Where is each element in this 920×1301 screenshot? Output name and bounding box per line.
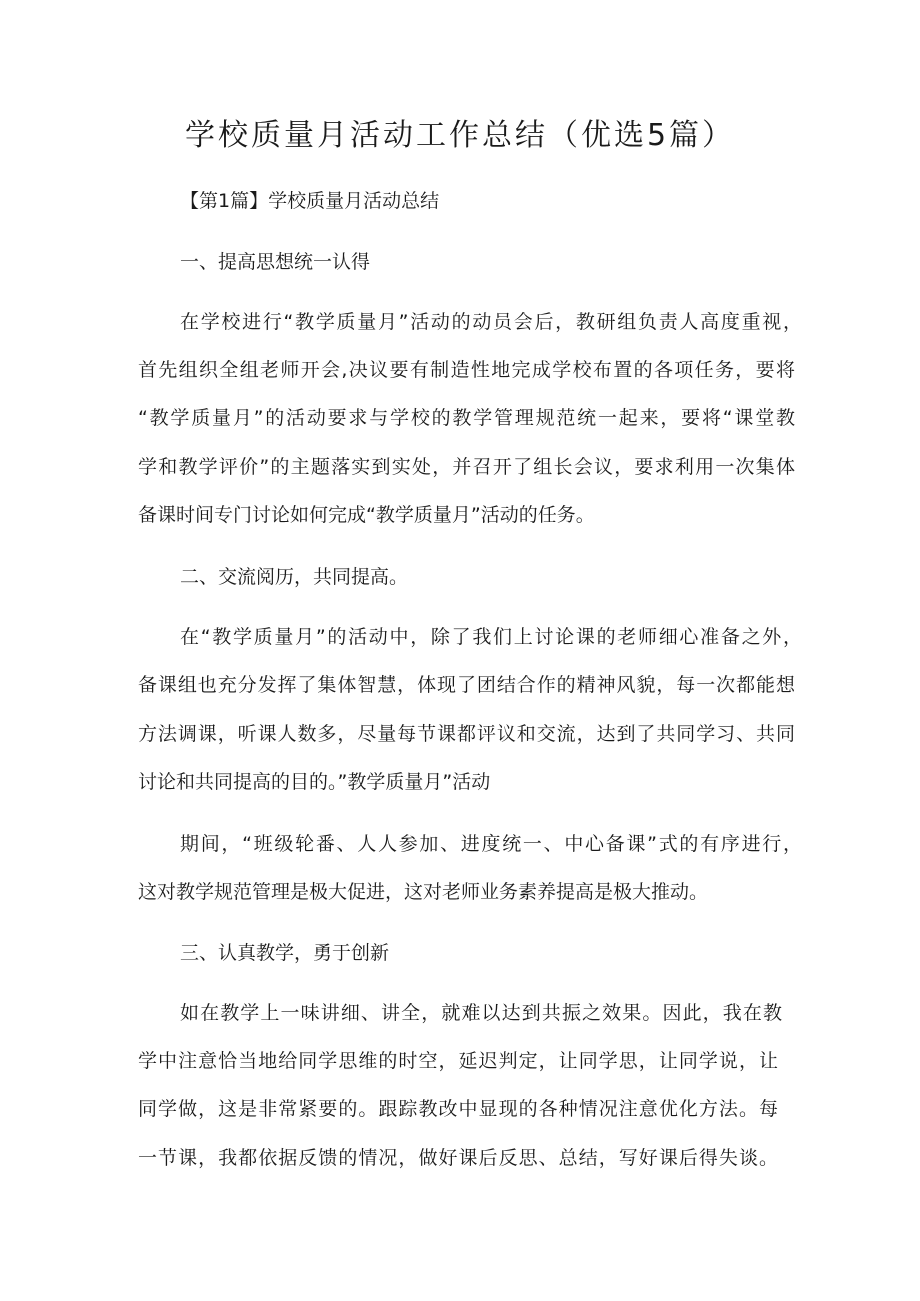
paragraph-line: 如在教学上一味讲细、讲全，就难以达到共振之效果。因此，我在教 bbox=[180, 1002, 782, 1024]
document-title: 学校质量月活动工作总结（优选5篇） bbox=[184, 118, 736, 153]
heading-3: 三、认真教学，勇于创新 bbox=[180, 942, 390, 964]
paragraph-line: 首先组织全组老师开会,决议要有制造性地完成学校布置的各项任务，要将 bbox=[138, 359, 795, 381]
section-heading: 【第1篇】学校质量月活动总结 bbox=[180, 190, 440, 212]
paragraph-line: 备课时间专门讨论如何完成“教学质量月”活动的任务。 bbox=[138, 504, 595, 526]
paragraph-line: 备课组也充分发挥了集体智慧，体现了团结合作的精神风貌，每一次都能想 bbox=[138, 674, 795, 696]
paragraph-line: 讨论和共同提高的目的。”教学质量月”活动 bbox=[138, 771, 491, 793]
paragraph-line: “教学质量月”的活动要求与学校的教学管理规范统一起来，要将“课堂教 bbox=[138, 407, 795, 429]
heading-1: 一、提高思想统一认得 bbox=[180, 251, 371, 273]
paragraph-line: 方法调课，听课人数多，尽量每节课都评议和交流，达到了共同学习、共同 bbox=[138, 723, 795, 745]
paragraph-line: 期间，“班级轮番、人人参加、进度统一、中心备课”式的有序进行， bbox=[180, 833, 802, 855]
heading-2: 二、交流阅历，共同提高。 bbox=[180, 566, 409, 588]
paragraph-line: 同学做，这是非常紧要的。跟踪教改中显现的各种情况注意优化方法。每 bbox=[138, 1098, 778, 1120]
paragraph-line: 学中注意恰当地给同学思维的时空，延迟判定，让同学思，让同学说，让 bbox=[138, 1050, 778, 1072]
paragraph-line: 在“教学质量月”的活动中，除了我们上讨论课的老师细心准备之外， bbox=[180, 626, 802, 648]
paragraph-line: 在学校进行“教学质量月”活动的动员会后，教研组负责人高度重视， bbox=[180, 311, 802, 333]
paragraph-line: 一节课，我都依据反馈的情况，做好课后反思、总结，写好课后得失谈。 bbox=[138, 1147, 778, 1169]
paragraph-line: 这对教学规范管理是极大促进，这对老师业务素养提高是极大推动。 bbox=[138, 881, 709, 903]
paragraph-line: 学和教学评价”的主题落实到实处，并召开了组长会议，要求利用一次集体 bbox=[138, 456, 795, 478]
